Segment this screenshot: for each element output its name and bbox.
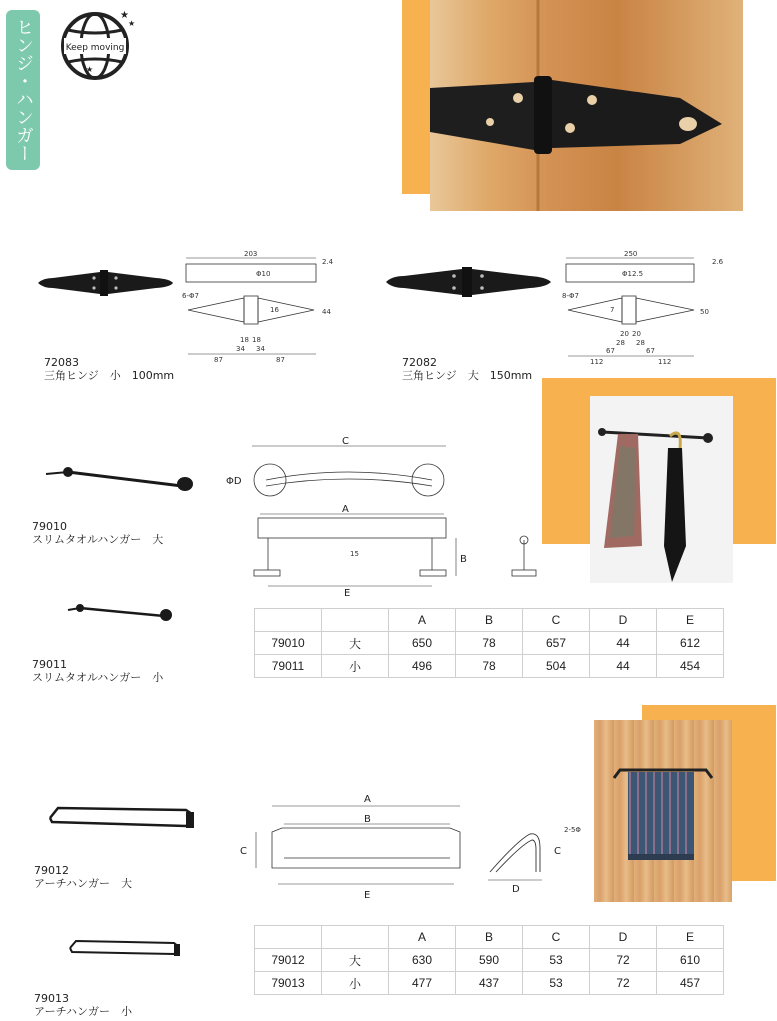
- dim-a: A: [364, 794, 371, 805]
- table-cell: [255, 609, 322, 632]
- table-cell: 437: [456, 972, 523, 995]
- dim-height: 50: [700, 308, 709, 316]
- product-code: 79011: [32, 658, 67, 671]
- table-cell: D: [590, 926, 657, 949]
- table-row: [255, 632, 724, 655]
- dim-34b: 34: [256, 345, 265, 353]
- towel-hanger-small-image: [66, 600, 176, 624]
- product-code: 79012: [34, 864, 69, 877]
- category-tab: [6, 10, 40, 170]
- dim-18b: 18: [252, 336, 261, 344]
- dim-87b: 87: [276, 356, 285, 364]
- product-code: 72082: [402, 356, 437, 369]
- dim-18a: 18: [240, 336, 249, 344]
- dim-holes: 8-Φ7: [562, 292, 579, 300]
- table-row: [255, 655, 724, 678]
- table-cell: 477: [389, 972, 456, 995]
- dim-thickness: 2.4: [322, 258, 334, 266]
- table-cell: 504: [523, 655, 590, 678]
- table-cell: 小: [322, 972, 389, 995]
- product-code: 72083: [44, 356, 79, 369]
- hinge-small-caption: [44, 356, 174, 382]
- table-cell: 590: [456, 949, 523, 972]
- arch-hanger-small-image: [66, 938, 184, 958]
- table-row: [255, 949, 724, 972]
- table-cell: 72: [590, 949, 657, 972]
- table-cell: B: [456, 609, 523, 632]
- dim-thickness: 2.6: [712, 258, 724, 266]
- table-cell: 79011: [255, 655, 322, 678]
- dim-length: 250: [624, 250, 638, 258]
- table-header-row: [255, 926, 724, 949]
- dim-d: D: [512, 884, 520, 895]
- arch-hanger-photo: [594, 720, 732, 902]
- table-cell: 53: [523, 949, 590, 972]
- dim-67b: 67: [646, 347, 655, 355]
- towel-spec-table: [254, 608, 724, 678]
- hinge-large-image: [386, 266, 551, 298]
- table-cell: 44: [590, 655, 657, 678]
- dim-b: B: [364, 814, 371, 825]
- svg-text:★: ★: [128, 19, 136, 28]
- dim-hole: Φ12.5: [622, 270, 644, 278]
- table-cell: 630: [389, 949, 456, 972]
- table-cell: 79010: [255, 632, 322, 655]
- product-code: 79010: [32, 520, 67, 533]
- product-name: 三角ヒンジ 小 100mm: [44, 369, 175, 382]
- dim-16: 16: [270, 306, 279, 314]
- table-cell: C: [523, 926, 590, 949]
- dim-7: 7: [610, 306, 615, 314]
- table-cell: 496: [389, 655, 456, 678]
- table-cell: 小: [322, 655, 389, 678]
- arch-spec-table: [254, 925, 724, 995]
- dim-c: C: [240, 846, 247, 857]
- product-name: アーチハンガー 小: [34, 1005, 133, 1018]
- logo-text: Keep moving: [65, 43, 125, 53]
- dim-34a: 34: [236, 345, 245, 353]
- svg-text:★: ★: [120, 10, 129, 21]
- table-cell: A: [389, 609, 456, 632]
- table-cell: 79013: [255, 972, 322, 995]
- table-header-row: [255, 609, 724, 632]
- dim-length: 203: [244, 250, 258, 258]
- towel-hanger-large-caption: [32, 520, 163, 546]
- table-cell: C: [523, 609, 590, 632]
- arch-hanger-small-caption: [34, 992, 132, 1018]
- arch-hanger-large-image: [46, 804, 196, 830]
- table-cell: 612: [657, 632, 724, 655]
- dim-e: E: [344, 588, 351, 599]
- table-cell: B: [456, 926, 523, 949]
- hinge-photo: [430, 0, 743, 211]
- hinge-large-drawing: [560, 250, 735, 368]
- globe-icon: [50, 6, 140, 82]
- table-row: [255, 972, 724, 995]
- dim-15: 15: [350, 550, 359, 558]
- svg-text:★: ★: [86, 65, 94, 74]
- product-name: スリムタオルハンガー 大: [32, 533, 164, 546]
- category-tab-label: ヒンジ・ハンガー: [13, 18, 34, 162]
- hinge-large-caption: [402, 356, 532, 382]
- table-cell: E: [657, 926, 724, 949]
- arch-hanger-drawing: [232, 788, 592, 904]
- dim-pipe: 2-5Φ: [564, 826, 581, 834]
- dim-20b: 20: [632, 330, 641, 338]
- towel-hanger-drawing: [222, 432, 552, 602]
- table-cell: 610: [657, 949, 724, 972]
- table-cell: 大: [322, 632, 389, 655]
- table-cell: 657: [523, 632, 590, 655]
- table-cell: [322, 926, 389, 949]
- towel-hanger-small-caption: [32, 658, 163, 684]
- table-cell: 457: [657, 972, 724, 995]
- table-cell: 53: [523, 972, 590, 995]
- dim-e: E: [364, 890, 371, 901]
- dim-28a: 28: [616, 339, 625, 347]
- table-cell: 72: [590, 972, 657, 995]
- table-cell: 650: [389, 632, 456, 655]
- towel-hanger-photo: [590, 396, 733, 583]
- dim-112b: 112: [658, 358, 672, 366]
- dim-87a: 87: [214, 356, 223, 364]
- brand-logo: [50, 6, 140, 82]
- table-cell: [322, 609, 389, 632]
- dim-c2: C: [554, 846, 561, 857]
- table-cell: 78: [456, 655, 523, 678]
- table-cell: D: [590, 609, 657, 632]
- dim-holes: 6-Φ7: [182, 292, 199, 300]
- table-cell: 大: [322, 949, 389, 972]
- dim-112a: 112: [590, 358, 604, 366]
- table-cell: 44: [590, 632, 657, 655]
- table-cell: 78: [456, 632, 523, 655]
- hinge-small-drawing: [180, 250, 345, 368]
- dim-a: A: [342, 504, 349, 515]
- dim-67a: 67: [606, 347, 615, 355]
- dim-b: B: [460, 554, 467, 565]
- table-cell: E: [657, 609, 724, 632]
- dim-d: ΦD: [226, 476, 242, 487]
- product-name: スリムタオルハンガー 小: [32, 671, 164, 684]
- table-cell: 79012: [255, 949, 322, 972]
- dim-hole: Φ10: [256, 270, 271, 278]
- table-cell: [255, 926, 322, 949]
- table-cell: 454: [657, 655, 724, 678]
- product-name: 三角ヒンジ 大 150mm: [402, 369, 533, 382]
- towel-hanger-large-image: [42, 462, 194, 494]
- product-code: 79013: [34, 992, 69, 1005]
- dim-c: C: [342, 436, 349, 447]
- dim-height: 44: [322, 308, 331, 316]
- hinge-small-image: [38, 268, 173, 298]
- arch-hanger-large-caption: [34, 864, 132, 890]
- dim-20a: 20: [620, 330, 629, 338]
- product-name: アーチハンガー 大: [34, 877, 133, 890]
- dim-28b: 28: [636, 339, 645, 347]
- table-cell: A: [389, 926, 456, 949]
